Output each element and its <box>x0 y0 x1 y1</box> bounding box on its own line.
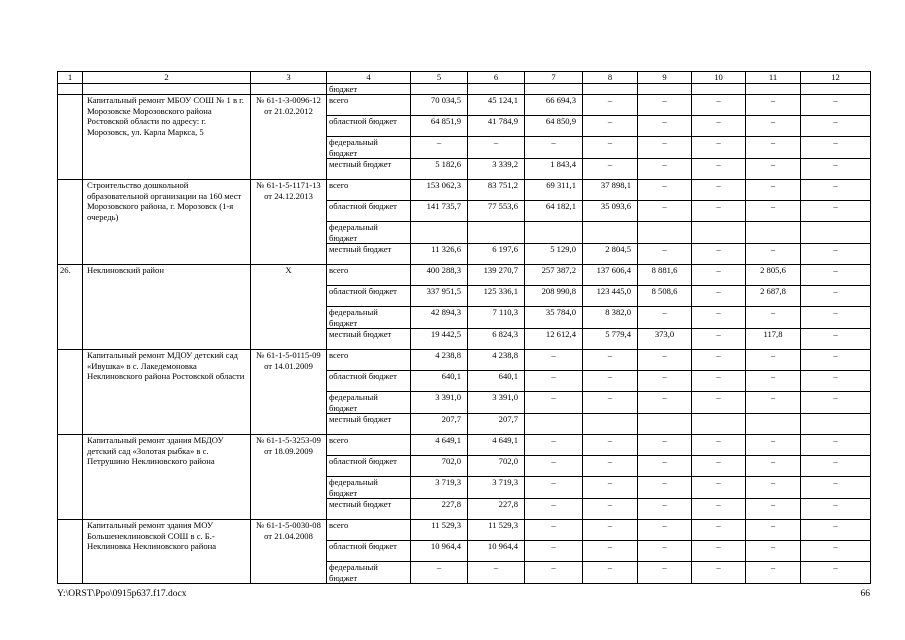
table-row <box>58 265 871 286</box>
row-index <box>58 180 83 265</box>
value-cell: 11 529,3 <box>411 520 468 541</box>
value-cell: 3 391,0 <box>411 392 468 414</box>
value-cell: – <box>801 499 871 520</box>
value-cell: 11 326,6 <box>411 244 468 265</box>
value-cell: 702,0 <box>468 456 525 477</box>
value-cell: – <box>638 244 692 265</box>
value-cell: – <box>801 159 871 180</box>
value-cell: – <box>638 159 692 180</box>
value-cell: 117,8 <box>746 329 801 350</box>
value-cell <box>525 222 583 244</box>
value-cell: 8 881,6 <box>638 265 692 286</box>
value-cell: 4 238,8 <box>468 350 525 371</box>
value-cell: – <box>801 392 871 414</box>
value-cell: – <box>801 520 871 541</box>
value-cell: – <box>801 477 871 499</box>
value-cell: 64 850,9 <box>525 116 583 137</box>
header-cell: 3 <box>251 72 327 84</box>
value-cell: – <box>583 159 638 180</box>
budget-label: федеральный бюджет <box>327 392 411 414</box>
doc-number: № 61-1-5-3253-09 от 18.09.2009 <box>251 435 327 520</box>
value-cell: – <box>801 137 871 159</box>
value-cell: – <box>525 371 583 392</box>
budget-label: федеральный бюджет <box>327 222 411 244</box>
table-row <box>58 95 871 116</box>
value-cell: – <box>801 307 871 329</box>
value-cell: – <box>583 116 638 137</box>
value-cell: 207,7 <box>411 414 468 435</box>
cell <box>583 83 638 95</box>
value-cell: – <box>638 371 692 392</box>
budget-table <box>57 71 871 584</box>
value-cell <box>801 414 871 435</box>
value-cell: 640,1 <box>411 371 468 392</box>
value-cell: – <box>583 456 638 477</box>
budget-label: всего <box>327 435 411 456</box>
value-cell: – <box>746 541 801 562</box>
value-cell: – <box>692 562 746 584</box>
table-row <box>58 520 871 541</box>
value-cell: 10 964,4 <box>468 541 525 562</box>
cell <box>411 83 468 95</box>
value-cell: – <box>746 562 801 584</box>
value-cell: – <box>692 116 746 137</box>
header-cell: 6 <box>468 72 525 84</box>
value-cell: 77 553,6 <box>468 201 525 222</box>
value-cell: – <box>468 562 525 584</box>
header-row <box>58 72 871 84</box>
value-cell: 2 804,5 <box>583 244 638 265</box>
value-cell: 153 062,3 <box>411 180 468 201</box>
value-cell: 2 687,8 <box>746 286 801 307</box>
value-cell: – <box>525 456 583 477</box>
value-cell <box>525 414 583 435</box>
value-cell: – <box>638 392 692 414</box>
header-cell: 12 <box>801 72 871 84</box>
value-cell: – <box>583 499 638 520</box>
value-cell: – <box>746 159 801 180</box>
value-cell: 41 784,9 <box>468 116 525 137</box>
value-cell: – <box>583 137 638 159</box>
value-cell: – <box>801 116 871 137</box>
value-cell: – <box>583 95 638 116</box>
table-row <box>58 83 871 95</box>
value-cell: – <box>692 541 746 562</box>
value-cell: 8 508,6 <box>638 286 692 307</box>
budget-label: федеральный бюджет <box>327 477 411 499</box>
value-cell: 123 445,0 <box>583 286 638 307</box>
value-cell: – <box>746 477 801 499</box>
value-cell: 83 751,2 <box>468 180 525 201</box>
value-cell: – <box>692 265 746 286</box>
value-cell: – <box>525 499 583 520</box>
cell <box>468 83 525 95</box>
value-cell: – <box>638 307 692 329</box>
value-cell: – <box>801 371 871 392</box>
header-cell: 1 <box>58 72 83 84</box>
value-cell: – <box>746 116 801 137</box>
object-name: Капитальный ремонт МБОУ СОШ № 1 в г. Морозовске Морозовского района Ростовской области по адресу: г. Морозовск, ул. Карла Маркса, 5 <box>83 95 251 180</box>
cell: бюджет <box>327 83 411 95</box>
cell <box>251 83 327 95</box>
value-cell: 257 387,2 <box>525 265 583 286</box>
value-cell: 227,8 <box>411 499 468 520</box>
value-cell: 19 442,5 <box>411 329 468 350</box>
value-cell: – <box>525 562 583 584</box>
value-cell: 207,7 <box>468 414 525 435</box>
value-cell <box>801 222 871 244</box>
value-cell: – <box>801 180 871 201</box>
value-cell <box>411 222 468 244</box>
value-cell: – <box>692 307 746 329</box>
file-path: Y:\ORST\Ppo\0915p637.f17.docx <box>57 589 187 599</box>
value-cell: – <box>638 95 692 116</box>
value-cell: – <box>692 392 746 414</box>
value-cell: – <box>411 137 468 159</box>
value-cell: 37 898,1 <box>583 180 638 201</box>
value-cell: – <box>583 520 638 541</box>
object-name: Строительство дошкольной образовательной организации на 160 мест Морозовского района, г. Морозовск (1-я очередь) <box>83 180 251 265</box>
value-cell: – <box>801 329 871 350</box>
object-name: Капитальный ремонт МДОУ детский сад «Ивушка» в с. Лакедемоновка Неклиновского района Ростовской области <box>83 350 251 435</box>
value-cell: 11 529,3 <box>468 520 525 541</box>
budget-label: всего <box>327 180 411 201</box>
value-cell <box>692 222 746 244</box>
cell <box>692 83 746 95</box>
value-cell <box>692 414 746 435</box>
page-number: 66 <box>860 589 870 599</box>
value-cell: 64 182,1 <box>525 201 583 222</box>
value-cell: – <box>801 562 871 584</box>
value-cell: – <box>638 201 692 222</box>
value-cell: – <box>746 307 801 329</box>
value-cell: – <box>746 95 801 116</box>
value-cell: – <box>525 477 583 499</box>
value-cell: 3 719,3 <box>468 477 525 499</box>
doc-number: № 61-1-5-0115-09 от 14.01.2009 <box>251 350 327 435</box>
value-cell: – <box>411 562 468 584</box>
value-cell: – <box>638 541 692 562</box>
table-row <box>58 180 871 201</box>
value-cell: – <box>746 456 801 477</box>
value-cell: – <box>525 392 583 414</box>
doc-number: № 61-1-3-0096-12 от 21.02.2012 <box>251 95 327 180</box>
value-cell: – <box>638 456 692 477</box>
value-cell: – <box>692 477 746 499</box>
header-cell: 9 <box>638 72 692 84</box>
value-cell: – <box>525 520 583 541</box>
value-cell: – <box>746 499 801 520</box>
budget-label: областной бюджет <box>327 456 411 477</box>
value-cell: – <box>638 435 692 456</box>
value-cell: 141 735,7 <box>411 201 468 222</box>
row-index <box>58 350 83 435</box>
cell <box>83 83 251 95</box>
value-cell: – <box>638 499 692 520</box>
value-cell: – <box>583 371 638 392</box>
cell <box>746 83 801 95</box>
value-cell: 208 990,8 <box>525 286 583 307</box>
value-cell: 1 843,4 <box>525 159 583 180</box>
value-cell: – <box>692 137 746 159</box>
budget-label: всего <box>327 520 411 541</box>
budget-label: всего <box>327 350 411 371</box>
object-name: Капитальный ремонт здания МОУ Большенеклиновской СОШ в с. Б.-Неклиновка Неклиновского района <box>83 520 251 584</box>
value-cell: 3 339,2 <box>468 159 525 180</box>
value-cell: – <box>746 244 801 265</box>
value-cell: – <box>583 562 638 584</box>
value-cell: 640,1 <box>468 371 525 392</box>
value-cell: – <box>583 541 638 562</box>
value-cell: 7 110,3 <box>468 307 525 329</box>
row-index <box>58 435 83 520</box>
value-cell: – <box>746 371 801 392</box>
value-cell: – <box>746 137 801 159</box>
row-index <box>58 520 83 584</box>
value-cell: 4 649,1 <box>411 435 468 456</box>
budget-label: областной бюджет <box>327 541 411 562</box>
value-cell: – <box>746 201 801 222</box>
value-cell: 35 093,6 <box>583 201 638 222</box>
value-cell: – <box>692 435 746 456</box>
value-cell: – <box>692 499 746 520</box>
cell <box>58 83 83 95</box>
value-cell: 337 951,5 <box>411 286 468 307</box>
budget-label: местный бюджет <box>327 499 411 520</box>
value-cell: – <box>746 435 801 456</box>
value-cell: 66 694,3 <box>525 95 583 116</box>
value-cell: – <box>583 477 638 499</box>
budget-label: местный бюджет <box>327 414 411 435</box>
object-name: Неклиновский район <box>83 265 251 350</box>
value-cell: – <box>746 392 801 414</box>
header-cell: 11 <box>746 72 801 84</box>
value-cell: 8 382,0 <box>583 307 638 329</box>
value-cell: – <box>692 180 746 201</box>
budget-label: местный бюджет <box>327 159 411 180</box>
value-cell: – <box>583 392 638 414</box>
value-cell <box>638 222 692 244</box>
cell <box>638 83 692 95</box>
value-cell: 42 894,3 <box>411 307 468 329</box>
table-row <box>58 350 871 371</box>
value-cell: – <box>468 137 525 159</box>
budget-label: областной бюджет <box>327 286 411 307</box>
value-cell: – <box>692 244 746 265</box>
value-cell: – <box>583 435 638 456</box>
object-name: Капитальный ремонт здания МБДОУ детский сад «Золотая рыбка» в с. Петрушино Неклиновского района <box>83 435 251 520</box>
value-cell: 35 784,0 <box>525 307 583 329</box>
value-cell: – <box>692 286 746 307</box>
cell <box>801 83 871 95</box>
value-cell: 64 851,9 <box>411 116 468 137</box>
value-cell: 69 311,1 <box>525 180 583 201</box>
value-cell: 137 606,4 <box>583 265 638 286</box>
value-cell: – <box>525 541 583 562</box>
value-cell: 70 034,5 <box>411 95 468 116</box>
value-cell: – <box>692 201 746 222</box>
row-index <box>58 95 83 180</box>
table-row <box>58 435 871 456</box>
value-cell: 5 182,6 <box>411 159 468 180</box>
budget-label: областной бюджет <box>327 201 411 222</box>
value-cell: 3 391,0 <box>468 392 525 414</box>
value-cell: – <box>746 180 801 201</box>
value-cell: – <box>692 95 746 116</box>
value-cell: 4 238,8 <box>411 350 468 371</box>
value-cell: 2 805,6 <box>746 265 801 286</box>
budget-label: федеральный бюджет <box>327 307 411 329</box>
value-cell: 373,0 <box>638 329 692 350</box>
value-cell: – <box>801 286 871 307</box>
value-cell: – <box>692 350 746 371</box>
budget-label: всего <box>327 265 411 286</box>
header-cell: 5 <box>411 72 468 84</box>
value-cell: – <box>801 350 871 371</box>
value-cell: – <box>801 435 871 456</box>
header-cell: 10 <box>692 72 746 84</box>
value-cell: – <box>801 201 871 222</box>
value-cell: – <box>801 541 871 562</box>
value-cell: 5 129,0 <box>525 244 583 265</box>
value-cell: – <box>801 95 871 116</box>
value-cell: 125 336,1 <box>468 286 525 307</box>
value-cell: – <box>692 371 746 392</box>
value-cell: – <box>638 520 692 541</box>
value-cell: – <box>801 456 871 477</box>
doc-number: № 61-1-5-0030-08 от 21.04.2008 <box>251 520 327 584</box>
budget-label: федеральный бюджет <box>327 137 411 159</box>
value-cell: – <box>746 350 801 371</box>
value-cell <box>746 222 801 244</box>
value-cell: 400 288,3 <box>411 265 468 286</box>
value-cell: – <box>692 520 746 541</box>
value-cell: 227,8 <box>468 499 525 520</box>
value-cell: – <box>525 350 583 371</box>
budget-label: местный бюджет <box>327 329 411 350</box>
value-cell: – <box>638 477 692 499</box>
header-cell: 4 <box>327 72 411 84</box>
value-cell: – <box>638 562 692 584</box>
value-cell: – <box>692 329 746 350</box>
budget-label: местный бюджет <box>327 244 411 265</box>
value-cell: – <box>583 350 638 371</box>
value-cell: 4 649,1 <box>468 435 525 456</box>
value-cell: – <box>746 520 801 541</box>
value-cell: 3 719,3 <box>411 477 468 499</box>
value-cell <box>583 222 638 244</box>
value-cell <box>583 414 638 435</box>
value-cell: 5 779,4 <box>583 329 638 350</box>
value-cell: 139 270,7 <box>468 265 525 286</box>
value-cell: 10 964,4 <box>411 541 468 562</box>
value-cell: – <box>638 180 692 201</box>
budget-label: областной бюджет <box>327 116 411 137</box>
doc-number: Х <box>251 265 327 350</box>
value-cell: – <box>692 159 746 180</box>
value-cell: – <box>638 116 692 137</box>
budget-label: областной бюджет <box>327 371 411 392</box>
value-cell <box>468 222 525 244</box>
value-cell <box>746 414 801 435</box>
header-cell: 2 <box>83 72 251 84</box>
value-cell: 702,0 <box>411 456 468 477</box>
value-cell: – <box>692 456 746 477</box>
value-cell: 6 824,3 <box>468 329 525 350</box>
value-cell: – <box>801 244 871 265</box>
row-index: 26. <box>58 265 83 350</box>
budget-label: всего <box>327 95 411 116</box>
value-cell: – <box>638 137 692 159</box>
value-cell: 12 612,4 <box>525 329 583 350</box>
value-cell: 45 124,1 <box>468 95 525 116</box>
value-cell <box>638 414 692 435</box>
value-cell: – <box>525 137 583 159</box>
value-cell: – <box>801 265 871 286</box>
cell <box>525 83 583 95</box>
value-cell: 6 197,6 <box>468 244 525 265</box>
doc-number: № 61-1-5-1171-13 от 24.12.2013 <box>251 180 327 265</box>
header-cell: 7 <box>525 72 583 84</box>
header-cell: 8 <box>583 72 638 84</box>
value-cell: – <box>525 435 583 456</box>
value-cell: – <box>638 350 692 371</box>
budget-label: федеральный бюджет <box>327 562 411 584</box>
